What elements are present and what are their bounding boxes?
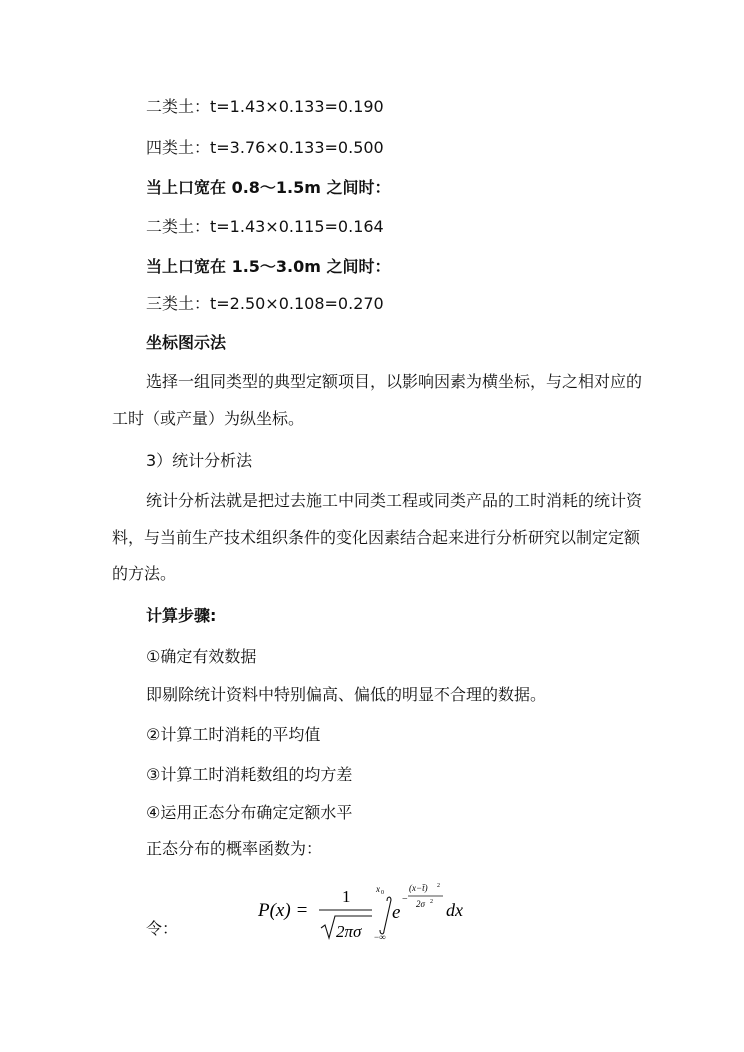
formula-exponential-base: e [392,902,401,923]
section-statistical-analysis: 3）统计分析法 [146,451,253,470]
let-label: 令： [146,919,179,938]
paragraph-coordinate-method: 选择一组同类型的典型定额项目，以影响因素为横坐标，与之相对应的工时（或产量）为纵坐标。 [112,372,643,428]
integral-upper-limit-sub: 0 [381,890,384,896]
text-line-soil-class-2-b: 二类土：t=1.43×0.115=0.164 [146,217,384,236]
integral-sign [380,897,391,934]
normal-pdf-intro: 正态分布的概率函数为： [146,839,323,858]
paragraph-statistical-analysis: 统计分析法就是把过去施工中同类工程或同类产品的工时消耗的统计资料，与当前生产技术组织条件的变化因素结合起来进行分析研究以制定定额的方法。 [112,491,643,583]
heading-calculation-steps: 计算步骤: [146,606,217,625]
step-3: ③计算工时消耗数组的均方差 [146,765,353,784]
exponent-minus: − [402,894,408,905]
exponent-numerator: (x−t̄) [409,883,428,893]
step-2: ②计算工时消耗的平均值 [146,725,321,744]
integral-upper-limit: x [376,884,380,894]
formula-lhs: P(x) = [258,900,309,921]
exponent-numerator-power: 2 [437,883,440,889]
text-line-soil-class-4: 四类土：t=3.76×0.133=0.500 [146,138,384,157]
heading-width-0.8-1.5: 当上口宽在 0.8～1.5m 之间时： [146,178,391,197]
step-4: ④运用正态分布确定定额水平 [146,803,353,822]
formula-sqrt-body: 2πσ [336,922,362,941]
heading-width-1.5-3.0: 当上口宽在 1.5～3.0m 之间时： [146,257,391,276]
integral-lower-limit: −∞ [374,932,386,942]
formula-dx: dx [446,900,463,920]
step-1: ①确定有效数据 [146,647,257,666]
exponent-denominator-power: 2 [430,899,433,905]
text-line-soil-class-2-a: 二类土：t=1.43×0.133=0.190 [146,97,384,116]
text-line-soil-class-3: 三类土：t=2.50×0.108=0.270 [146,294,384,313]
exponent-denominator: 2σ [416,899,425,909]
formula-svg [140,880,540,950]
heading-coordinate-method: 坐标图示法 [146,333,227,352]
formula-numerator: 1 [342,887,351,906]
normal-distribution-formula [140,880,540,950]
step-1-description: 即剔除统计资料中特别偏高、偏低的明显不合理的数据。 [146,685,547,704]
